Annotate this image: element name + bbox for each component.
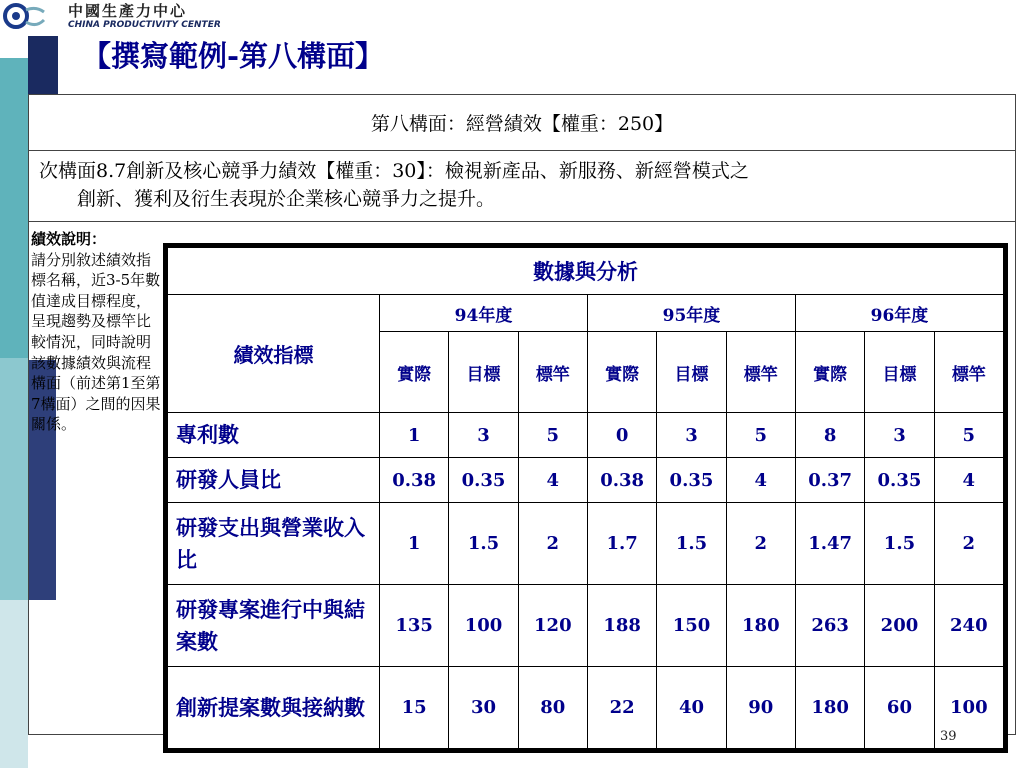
data-analysis-table bbox=[163, 243, 1008, 753]
table-cell: 150 bbox=[657, 585, 726, 667]
table-cell: 1.7 bbox=[587, 503, 656, 585]
table-cell: 5 bbox=[518, 413, 587, 458]
table-cell: 15 bbox=[380, 667, 449, 749]
section-subtitle bbox=[29, 151, 1015, 222]
table-cell: 180 bbox=[726, 585, 795, 667]
table-title: 數據與分析 bbox=[168, 248, 1004, 295]
table-cell: 5 bbox=[726, 413, 795, 458]
logo-mark-icon bbox=[2, 2, 46, 32]
table-row bbox=[168, 585, 1004, 667]
table-row bbox=[168, 413, 1004, 458]
subcolumn-target: 目標 bbox=[449, 332, 518, 413]
decor-bar-light bbox=[0, 600, 28, 768]
section-title: 第八構面：經營績效【權重：250】 bbox=[29, 95, 1015, 151]
subcolumn-actual: 實際 bbox=[380, 332, 449, 413]
table-cell: 2 bbox=[518, 503, 587, 585]
table-cell: 240 bbox=[934, 585, 1003, 667]
table-cell: 0.38 bbox=[380, 458, 449, 503]
table-cell: 0.35 bbox=[449, 458, 518, 503]
notes-heading: 績效說明： bbox=[31, 230, 107, 248]
table-cell: 0 bbox=[587, 413, 656, 458]
page-number: 39 bbox=[940, 729, 957, 744]
table-cell: 1.5 bbox=[865, 503, 934, 585]
section-subtitle-line2: 創新、獲利及衍生表現於企業核心競爭力之提升。 bbox=[77, 188, 496, 210]
year-header: 94年度 bbox=[380, 295, 588, 332]
table-cell: 2 bbox=[726, 503, 795, 585]
table-cell: 1 bbox=[380, 503, 449, 585]
table-cell: 3 bbox=[865, 413, 934, 458]
subcolumn-benchmark: 標竿 bbox=[726, 332, 795, 413]
table-cell: 8 bbox=[795, 413, 864, 458]
table-cell: 100 bbox=[449, 585, 518, 667]
performance-notes bbox=[31, 229, 161, 435]
decor-bar-mid bbox=[0, 358, 28, 600]
table-row bbox=[168, 458, 1004, 503]
table-cell: 90 bbox=[726, 667, 795, 749]
subcolumn-target: 目標 bbox=[865, 332, 934, 413]
table-cell: 0.35 bbox=[865, 458, 934, 503]
table-cell: 263 bbox=[795, 585, 864, 667]
table-cell: 3 bbox=[657, 413, 726, 458]
table-cell: 40 bbox=[657, 667, 726, 749]
table-cell: 1.47 bbox=[795, 503, 864, 585]
table-cell: 4 bbox=[726, 458, 795, 503]
table-cell: 0.38 bbox=[587, 458, 656, 503]
table-row bbox=[168, 667, 1004, 749]
brand-name-cn: 中國生產力中心 bbox=[68, 2, 188, 20]
table-cell: 1 bbox=[380, 413, 449, 458]
indicator-label: 研發人員比 bbox=[168, 458, 380, 503]
table-cell: 120 bbox=[518, 585, 587, 667]
indicator-label: 創新提案數與接納數 bbox=[168, 667, 380, 749]
decor-bar-teal-top bbox=[0, 58, 28, 358]
brand-name-en: CHINA PRODUCTIVITY CENTER bbox=[68, 20, 221, 30]
table-cell: 5 bbox=[934, 413, 1003, 458]
table-cell: 180 bbox=[795, 667, 864, 749]
table-row bbox=[168, 503, 1004, 585]
table-cell: 2 bbox=[934, 503, 1003, 585]
indicator-label: 研發支出與營業收入比 bbox=[168, 503, 380, 585]
table-cell: 60 bbox=[865, 667, 934, 749]
indicator-header: 績效指標 bbox=[168, 295, 380, 413]
table-cell: 80 bbox=[518, 667, 587, 749]
year-header: 96年度 bbox=[795, 295, 1003, 332]
subcolumn-actual: 實際 bbox=[587, 332, 656, 413]
table-cell: 0.35 bbox=[657, 458, 726, 503]
table-cell: 22 bbox=[587, 667, 656, 749]
decor-bar-dark bbox=[28, 36, 58, 94]
notes-body: 請分別敘述績效指標名稱，近3-5年數值達成目標程度，呈現趨勢及標竿比較情況，同時說明該數據績效與流程構面（前述第1至第7構面）之間的因果關係。 bbox=[31, 250, 161, 434]
table-cell: 135 bbox=[380, 585, 449, 667]
subcolumn-benchmark: 標竿 bbox=[518, 332, 587, 413]
subcolumn-target: 目標 bbox=[657, 332, 726, 413]
table-cell: 4 bbox=[518, 458, 587, 503]
table-cell: 30 bbox=[449, 667, 518, 749]
section-subtitle-line1: 次構面8.7創新及核心競爭力績效【權重：30】：檢視新產品、新服務、新經營模式之 bbox=[39, 160, 749, 182]
table-cell: 100 bbox=[934, 667, 1003, 749]
indicator-label: 專利數 bbox=[168, 413, 380, 458]
year-header: 95年度 bbox=[587, 295, 795, 332]
table-cell: 1.5 bbox=[657, 503, 726, 585]
table-cell: 188 bbox=[587, 585, 656, 667]
table-cell: 4 bbox=[934, 458, 1003, 503]
table-cell: 200 bbox=[865, 585, 934, 667]
table-cell: 3 bbox=[449, 413, 518, 458]
brand-logo bbox=[0, 0, 221, 36]
indicator-label: 研發專案進行中與結案數 bbox=[168, 585, 380, 667]
table-cell: 1.5 bbox=[449, 503, 518, 585]
subcolumn-actual: 實際 bbox=[795, 332, 864, 413]
table-cell: 0.37 bbox=[795, 458, 864, 503]
page-title: 【撰寫範例-第八構面】 bbox=[82, 39, 385, 73]
subcolumn-benchmark: 標竿 bbox=[934, 332, 1003, 413]
